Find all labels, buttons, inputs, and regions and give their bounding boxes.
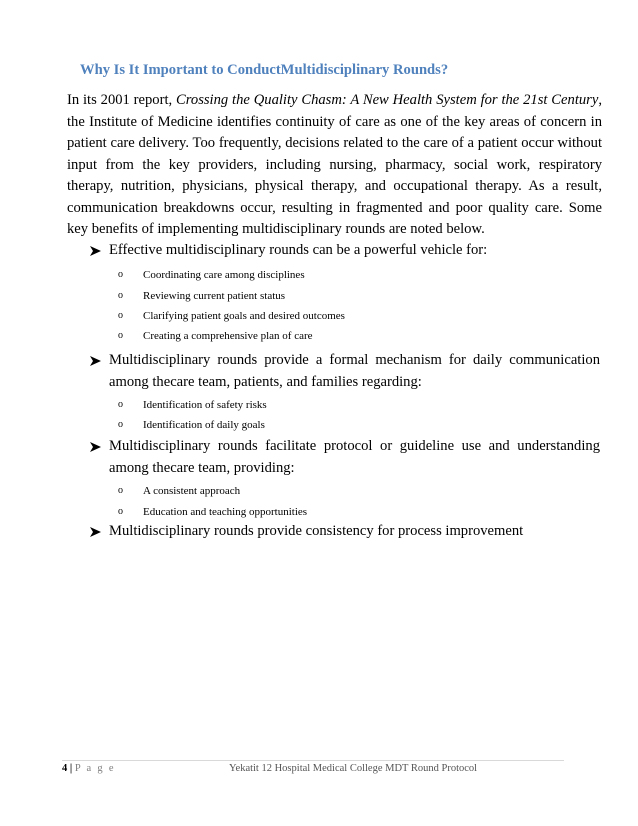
page-footer bbox=[62, 763, 564, 774]
circle-bullet-icon: o bbox=[118, 419, 123, 430]
bullet-item bbox=[90, 436, 600, 479]
page-number: 4 bbox=[62, 763, 68, 774]
footer-document-title: Yekatit 12 Hospital Medical College MDT Round Protocol bbox=[229, 763, 478, 774]
page-separator: | bbox=[69, 763, 73, 774]
bullet-text: Effective multidisciplinary rounds can be a powerful vehicle for: bbox=[109, 242, 488, 258]
sub-bullet-text: Identification of daily goals bbox=[143, 419, 265, 431]
arrow-bullet-icon bbox=[89, 521, 103, 542]
circle-bullet-icon: o bbox=[118, 310, 123, 321]
intro-text-rest: , the Institute of Medicine identifies continuity of care as one of the key areas of concern in patient care delivery. Too frequently, decisions related to the care of a patient occur without input from the key providers, including nursing, pharmacy, social work, respiratory therapy, nutrition, physicians, physical therapy, and occupational therapy. As a result, communication breakdowns occur, resulting in fragmented and poor quality care. Some key benefits of implementing multidisciplinary rounds are noted below. bbox=[67, 92, 602, 237]
circle-bullet-icon: o bbox=[118, 506, 123, 517]
sub-bullet-text: Clarifying patient goals and desired outcomes bbox=[143, 310, 345, 322]
circle-bullet-icon: o bbox=[118, 399, 123, 410]
bullet-item bbox=[90, 350, 600, 393]
circle-bullet-icon: o bbox=[118, 330, 123, 341]
sub-bullet-text: A consistent approach bbox=[143, 485, 241, 497]
sub-bullet-text: Creating a comprehensive plan of care bbox=[143, 330, 313, 342]
section-heading: Why Is It Important to ConductMultidisciplinary Rounds? bbox=[80, 62, 449, 78]
intro-text-start: In its 2001 report, bbox=[67, 92, 177, 108]
sub-bullet-text: Reviewing current patient status bbox=[143, 290, 286, 302]
sub-bullet-text: Coordinating care among disciplines bbox=[143, 269, 305, 281]
footer-divider bbox=[62, 760, 564, 761]
report-title: Crossing the Quality Chasm: A New Health System for the 21st Century bbox=[176, 92, 599, 108]
sub-bullet-text: Identification of safety risks bbox=[143, 399, 267, 411]
circle-bullet-icon: o bbox=[118, 485, 123, 496]
bullet-item bbox=[90, 521, 600, 543]
arrow-bullet-icon bbox=[89, 240, 103, 261]
bullet-text: Multidisciplinary rounds provide a formal mechanism for daily communication among thecare team, patients, and families regarding: bbox=[109, 352, 600, 390]
intro-paragraph bbox=[67, 90, 602, 241]
circle-bullet-icon: o bbox=[118, 290, 123, 301]
bullet-text: Multidisciplinary rounds facilitate protocol or guideline use and understanding among thecare team, providing: bbox=[109, 438, 600, 476]
circle-bullet-icon: o bbox=[118, 269, 123, 280]
arrow-bullet-icon bbox=[89, 350, 103, 371]
page-label: P a g e bbox=[74, 763, 116, 774]
bullet-item bbox=[90, 240, 600, 262]
sub-bullet-text: Education and teaching opportunities bbox=[143, 506, 308, 518]
arrow-bullet-icon bbox=[89, 436, 103, 457]
bullet-text: Multidisciplinary rounds provide consistency for process improvement bbox=[109, 523, 524, 539]
